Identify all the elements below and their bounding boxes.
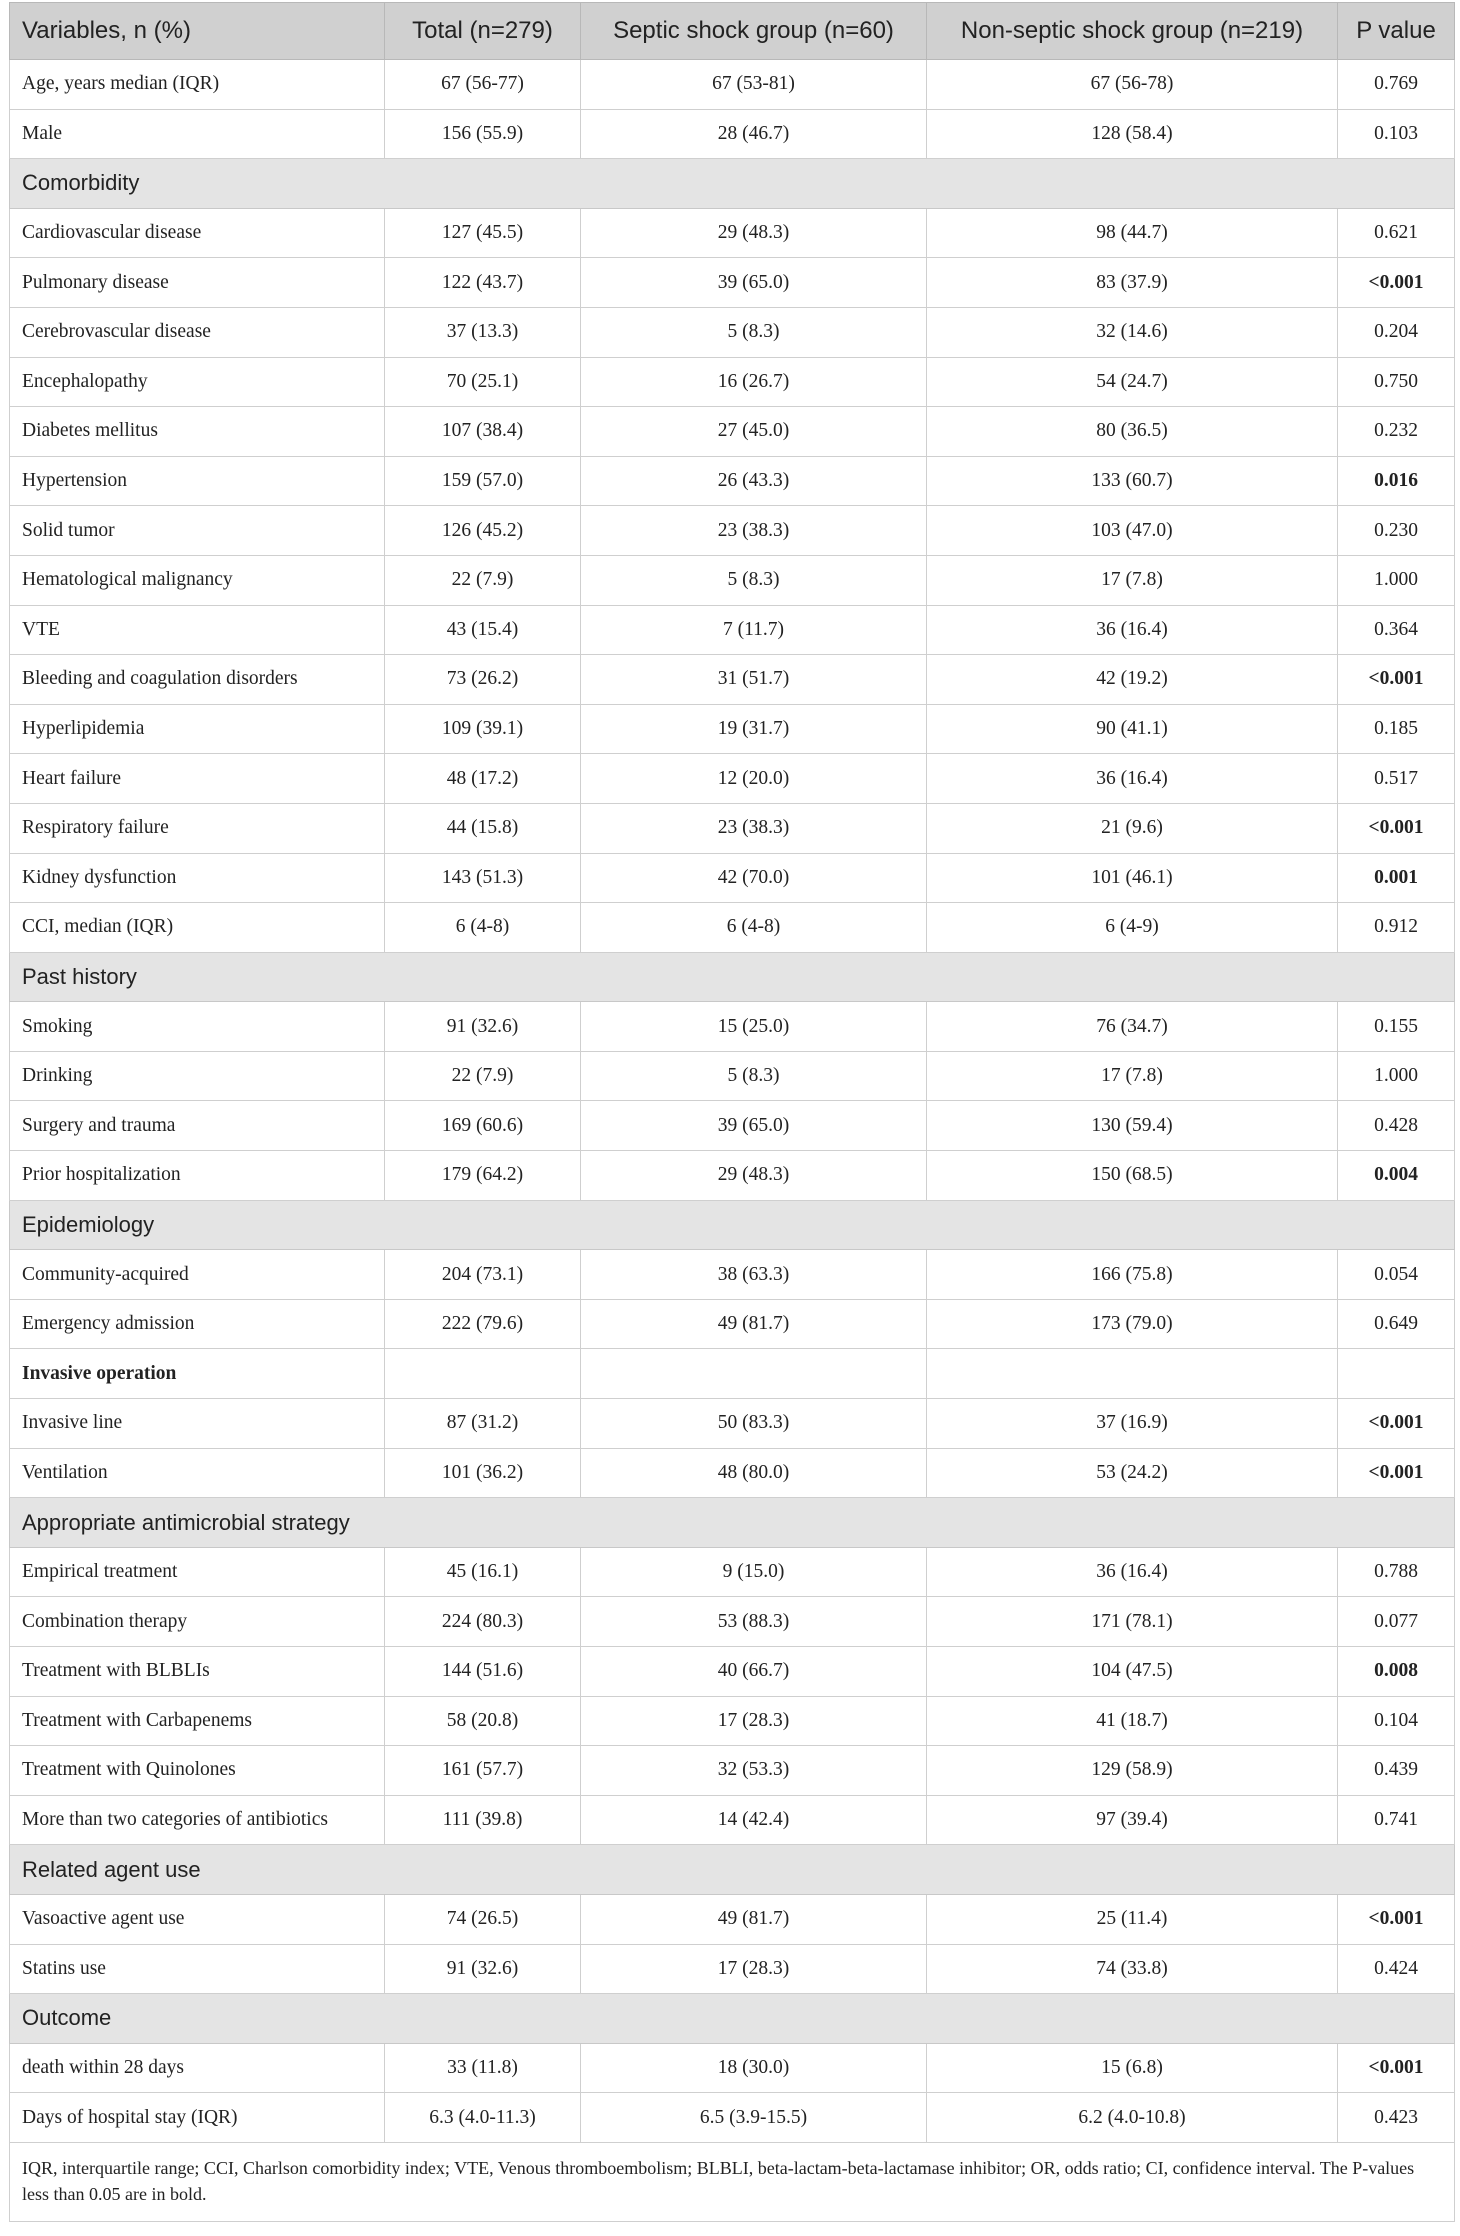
total-cell: 48 (17.2)	[385, 754, 581, 804]
p-value-cell: <0.001	[1338, 1894, 1455, 1944]
p-value-cell: 0.054	[1338, 1250, 1455, 1300]
non-septic-shock-cell: 129 (58.9)	[927, 1746, 1338, 1796]
table-row	[10, 506, 1455, 556]
total-cell: 67 (56-77)	[385, 60, 581, 110]
table-row	[10, 1696, 1455, 1746]
empty-cell	[927, 1349, 1338, 1399]
table-row	[10, 1795, 1455, 1845]
septic-shock-cell: 14 (42.4)	[581, 1795, 927, 1845]
table-row	[10, 1299, 1455, 1349]
p-value-cell: 0.185	[1338, 704, 1455, 754]
table-row	[10, 754, 1455, 804]
header-row	[10, 3, 1455, 60]
septic-shock-cell: 5 (8.3)	[581, 307, 927, 357]
variable-cell: Male	[10, 109, 385, 159]
non-septic-shock-cell: 17 (7.8)	[927, 1051, 1338, 1101]
p-value-cell: 0.423	[1338, 2093, 1455, 2143]
non-septic-shock-cell: 36 (16.4)	[927, 754, 1338, 804]
non-septic-shock-cell: 6 (4-9)	[927, 903, 1338, 953]
p-value-cell: 1.000	[1338, 1051, 1455, 1101]
total-cell: 101 (36.2)	[385, 1448, 581, 1498]
table-row	[10, 803, 1455, 853]
total-cell: 127 (45.5)	[385, 208, 581, 258]
variable-cell: Kidney dysfunction	[10, 853, 385, 903]
p-value-cell: 0.077	[1338, 1597, 1455, 1647]
total-cell: 204 (73.1)	[385, 1250, 581, 1300]
non-septic-shock-cell: 150 (68.5)	[927, 1151, 1338, 1201]
baseline-characteristics-table-container	[9, 2, 1454, 2222]
variable-cell: Treatment with Carbapenems	[10, 1696, 385, 1746]
header-septic-shock: Septic shock group (n=60)	[581, 3, 927, 60]
non-septic-shock-cell: 36 (16.4)	[927, 605, 1338, 655]
table-row	[10, 1151, 1455, 1201]
total-cell: 45 (16.1)	[385, 1547, 581, 1597]
table-body	[10, 60, 1455, 2143]
header-p-value: P value	[1338, 3, 1455, 60]
total-cell: 33 (11.8)	[385, 2043, 581, 2093]
total-cell: 144 (51.6)	[385, 1647, 581, 1697]
table-header	[10, 3, 1455, 60]
variable-cell: Cardiovascular disease	[10, 208, 385, 258]
table-row	[10, 1547, 1455, 1597]
total-cell: 109 (39.1)	[385, 704, 581, 754]
septic-shock-cell: 50 (83.3)	[581, 1399, 927, 1449]
total-cell: 44 (15.8)	[385, 803, 581, 853]
empty-cell	[1338, 1349, 1455, 1399]
p-value-cell: 0.912	[1338, 903, 1455, 953]
table-row	[10, 1250, 1455, 1300]
p-value-cell: 0.621	[1338, 208, 1455, 258]
total-cell: 43 (15.4)	[385, 605, 581, 655]
total-cell: 91 (32.6)	[385, 1002, 581, 1052]
variable-cell: Bleeding and coagulation disorders	[10, 655, 385, 705]
total-cell: 6.3 (4.0-11.3)	[385, 2093, 581, 2143]
non-septic-shock-cell: 53 (24.2)	[927, 1448, 1338, 1498]
septic-shock-cell: 40 (66.7)	[581, 1647, 927, 1697]
table-row	[10, 704, 1455, 754]
p-value-cell: 0.741	[1338, 1795, 1455, 1845]
non-septic-shock-cell: 76 (34.7)	[927, 1002, 1338, 1052]
variable-cell: Treatment with Quinolones	[10, 1746, 385, 1796]
septic-shock-cell: 48 (80.0)	[581, 1448, 927, 1498]
p-value-cell: 0.104	[1338, 1696, 1455, 1746]
septic-shock-cell: 5 (8.3)	[581, 1051, 927, 1101]
total-cell: 222 (79.6)	[385, 1299, 581, 1349]
total-cell: 107 (38.4)	[385, 407, 581, 457]
variable-cell: Hematological malignancy	[10, 555, 385, 605]
p-value-cell: <0.001	[1338, 803, 1455, 853]
septic-shock-cell: 23 (38.3)	[581, 803, 927, 853]
table-row	[10, 903, 1455, 953]
septic-shock-cell: 32 (53.3)	[581, 1746, 927, 1796]
variable-cell: Respiratory failure	[10, 803, 385, 853]
non-septic-shock-cell: 21 (9.6)	[927, 803, 1338, 853]
total-cell: 22 (7.9)	[385, 1051, 581, 1101]
variable-cell: Surgery and trauma	[10, 1101, 385, 1151]
total-cell: 126 (45.2)	[385, 506, 581, 556]
septic-shock-cell: 29 (48.3)	[581, 208, 927, 258]
septic-shock-cell: 16 (26.7)	[581, 357, 927, 407]
p-value-cell: 0.428	[1338, 1101, 1455, 1151]
p-value-cell: 0.004	[1338, 1151, 1455, 1201]
variable-cell: Statins use	[10, 1944, 385, 1994]
variable-cell: CCI, median (IQR)	[10, 903, 385, 953]
variable-cell: Invasive line	[10, 1399, 385, 1449]
septic-shock-cell: 53 (88.3)	[581, 1597, 927, 1647]
total-cell: 91 (32.6)	[385, 1944, 581, 1994]
table-row	[10, 258, 1455, 308]
septic-shock-cell: 15 (25.0)	[581, 1002, 927, 1052]
p-value-cell: <0.001	[1338, 258, 1455, 308]
table-row	[10, 109, 1455, 159]
variable-cell: Prior hospitalization	[10, 1151, 385, 1201]
total-cell: 6 (4-8)	[385, 903, 581, 953]
non-septic-shock-cell: 130 (59.4)	[927, 1101, 1338, 1151]
p-value-cell: 0.649	[1338, 1299, 1455, 1349]
table-row	[10, 1051, 1455, 1101]
table-row	[10, 1746, 1455, 1796]
septic-shock-cell: 39 (65.0)	[581, 1101, 927, 1151]
total-cell: 74 (26.5)	[385, 1894, 581, 1944]
septic-shock-cell: 29 (48.3)	[581, 1151, 927, 1201]
septic-shock-cell: 42 (70.0)	[581, 853, 927, 903]
table-row	[10, 357, 1455, 407]
variable-cell: VTE	[10, 605, 385, 655]
septic-shock-cell: 18 (30.0)	[581, 2043, 927, 2093]
variable-cell: Diabetes mellitus	[10, 407, 385, 457]
variable-cell: Hypertension	[10, 456, 385, 506]
total-cell: 122 (43.7)	[385, 258, 581, 308]
non-septic-shock-cell: 25 (11.4)	[927, 1894, 1338, 1944]
section-label: Outcome	[10, 1994, 1455, 2044]
non-septic-shock-cell: 17 (7.8)	[927, 555, 1338, 605]
table-row	[10, 655, 1455, 705]
p-value-cell: <0.001	[1338, 1399, 1455, 1449]
total-cell: 156 (55.9)	[385, 109, 581, 159]
p-value-cell: <0.001	[1338, 2043, 1455, 2093]
septic-shock-cell: 6.5 (3.9-15.5)	[581, 2093, 927, 2143]
table-row	[10, 208, 1455, 258]
septic-shock-cell: 27 (45.0)	[581, 407, 927, 457]
section-label: Appropriate antimicrobial strategy	[10, 1498, 1455, 1548]
total-cell: 161 (57.7)	[385, 1746, 581, 1796]
section-row	[10, 1200, 1455, 1250]
table-row	[10, 1597, 1455, 1647]
septic-shock-cell: 39 (65.0)	[581, 258, 927, 308]
septic-shock-cell: 31 (51.7)	[581, 655, 927, 705]
non-septic-shock-cell: 42 (19.2)	[927, 655, 1338, 705]
variable-cell: Pulmonary disease	[10, 258, 385, 308]
variable-cell: Combination therapy	[10, 1597, 385, 1647]
variable-cell: Community-acquired	[10, 1250, 385, 1300]
table-footer	[10, 2142, 1455, 2221]
section-label: Comorbidity	[10, 159, 1455, 209]
variable-cell: Encephalopathy	[10, 357, 385, 407]
section-label: Past history	[10, 952, 1455, 1002]
p-value-cell: 1.000	[1338, 555, 1455, 605]
total-cell: 37 (13.3)	[385, 307, 581, 357]
table-row	[10, 605, 1455, 655]
total-cell: 70 (25.1)	[385, 357, 581, 407]
non-septic-shock-cell: 97 (39.4)	[927, 1795, 1338, 1845]
total-cell: 58 (20.8)	[385, 1696, 581, 1746]
non-septic-shock-cell: 80 (36.5)	[927, 407, 1338, 457]
septic-shock-cell: 23 (38.3)	[581, 506, 927, 556]
header-non-septic-shock: Non-septic shock group (n=219)	[927, 3, 1338, 60]
p-value-cell: 0.016	[1338, 456, 1455, 506]
septic-shock-cell: 28 (46.7)	[581, 109, 927, 159]
variable-cell: Heart failure	[10, 754, 385, 804]
section-row	[10, 1994, 1455, 2044]
p-value-cell: 0.364	[1338, 605, 1455, 655]
non-septic-shock-cell: 15 (6.8)	[927, 2043, 1338, 2093]
table-row	[10, 1894, 1455, 1944]
variable-cell: Smoking	[10, 1002, 385, 1052]
footnote-row	[10, 2142, 1455, 2221]
non-septic-shock-cell: 32 (14.6)	[927, 307, 1338, 357]
non-septic-shock-cell: 67 (56-78)	[927, 60, 1338, 110]
p-value-cell: 0.103	[1338, 109, 1455, 159]
empty-cell	[385, 1349, 581, 1399]
variable-cell: More than two categories of antibiotics	[10, 1795, 385, 1845]
section-row	[10, 952, 1455, 1002]
non-septic-shock-cell: 103 (47.0)	[927, 506, 1338, 556]
p-value-cell: 0.008	[1338, 1647, 1455, 1697]
septic-shock-cell: 7 (11.7)	[581, 605, 927, 655]
table-row	[10, 2043, 1455, 2093]
septic-shock-cell: 38 (63.3)	[581, 1250, 927, 1300]
total-cell: 111 (39.8)	[385, 1795, 581, 1845]
non-septic-shock-cell: 104 (47.5)	[927, 1647, 1338, 1697]
section-row	[10, 159, 1455, 209]
non-septic-shock-cell: 74 (33.8)	[927, 1944, 1338, 1994]
non-septic-shock-cell: 41 (18.7)	[927, 1696, 1338, 1746]
non-septic-shock-cell: 171 (78.1)	[927, 1597, 1338, 1647]
variable-cell: Hyperlipidemia	[10, 704, 385, 754]
p-value-cell: 0.424	[1338, 1944, 1455, 1994]
p-value-cell: 0.204	[1338, 307, 1455, 357]
septic-shock-cell: 49 (81.7)	[581, 1299, 927, 1349]
table-row	[10, 1647, 1455, 1697]
non-septic-shock-cell: 166 (75.8)	[927, 1250, 1338, 1300]
non-septic-shock-cell: 83 (37.9)	[927, 258, 1338, 308]
variable-cell: Vasoactive agent use	[10, 1894, 385, 1944]
table-row	[10, 1448, 1455, 1498]
baseline-characteristics-table	[9, 2, 1455, 2222]
non-septic-shock-cell: 128 (58.4)	[927, 109, 1338, 159]
variable-cell: Age, years median (IQR)	[10, 60, 385, 110]
table-row	[10, 555, 1455, 605]
total-cell: 179 (64.2)	[385, 1151, 581, 1201]
non-septic-shock-cell: 37 (16.9)	[927, 1399, 1338, 1449]
table-row	[10, 1399, 1455, 1449]
variable-cell: Drinking	[10, 1051, 385, 1101]
septic-shock-cell: 17 (28.3)	[581, 1944, 927, 1994]
variable-cell: Empirical treatment	[10, 1547, 385, 1597]
table-row	[10, 307, 1455, 357]
p-value-cell: <0.001	[1338, 1448, 1455, 1498]
non-septic-shock-cell: 98 (44.7)	[927, 208, 1338, 258]
section-row	[10, 1845, 1455, 1895]
total-cell: 143 (51.3)	[385, 853, 581, 903]
total-cell: 169 (60.6)	[385, 1101, 581, 1151]
non-septic-shock-cell: 36 (16.4)	[927, 1547, 1338, 1597]
section-label: Related agent use	[10, 1845, 1455, 1895]
table-row	[10, 60, 1455, 110]
variable-cell: Treatment with BLBLIs	[10, 1647, 385, 1697]
non-septic-shock-cell: 90 (41.1)	[927, 704, 1338, 754]
p-value-cell: 0.439	[1338, 1746, 1455, 1796]
p-value-cell: 0.750	[1338, 357, 1455, 407]
total-cell: 73 (26.2)	[385, 655, 581, 705]
table-row	[10, 1101, 1455, 1151]
non-septic-shock-cell: 173 (79.0)	[927, 1299, 1338, 1349]
septic-shock-cell: 9 (15.0)	[581, 1547, 927, 1597]
p-value-cell: 0.232	[1338, 407, 1455, 457]
variable-cell: Ventilation	[10, 1448, 385, 1498]
septic-shock-cell: 26 (43.3)	[581, 456, 927, 506]
septic-shock-cell: 19 (31.7)	[581, 704, 927, 754]
variable-cell: death within 28 days	[10, 2043, 385, 2093]
p-value-cell: 0.155	[1338, 1002, 1455, 1052]
septic-shock-cell: 12 (20.0)	[581, 754, 927, 804]
subheader-row	[10, 1349, 1455, 1399]
section-label: Epidemiology	[10, 1200, 1455, 1250]
non-septic-shock-cell: 133 (60.7)	[927, 456, 1338, 506]
septic-shock-cell: 49 (81.7)	[581, 1894, 927, 1944]
table-row	[10, 1002, 1455, 1052]
footnote: IQR, interquartile range; CCI, Charlson comorbidity index; VTE, Venous thromboembolism; BLBLI, beta-lactam-beta-lactamase inhibitor; OR, odds ratio; CI, confidence interval. The P-values less than 0.05 are in bold.	[10, 2142, 1455, 2221]
septic-shock-cell: 6 (4-8)	[581, 903, 927, 953]
p-value-cell: 0.769	[1338, 60, 1455, 110]
table-row	[10, 853, 1455, 903]
variable-cell: Emergency admission	[10, 1299, 385, 1349]
septic-shock-cell: 5 (8.3)	[581, 555, 927, 605]
variable-cell: Cerebrovascular disease	[10, 307, 385, 357]
empty-cell	[581, 1349, 927, 1399]
p-value-cell: <0.001	[1338, 655, 1455, 705]
total-cell: 87 (31.2)	[385, 1399, 581, 1449]
table-row	[10, 2093, 1455, 2143]
table-row	[10, 407, 1455, 457]
total-cell: 159 (57.0)	[385, 456, 581, 506]
p-value-cell: 0.788	[1338, 1547, 1455, 1597]
variable-cell: Solid tumor	[10, 506, 385, 556]
variable-cell: Days of hospital stay (IQR)	[10, 2093, 385, 2143]
table-row	[10, 1944, 1455, 1994]
p-value-cell: 0.517	[1338, 754, 1455, 804]
non-septic-shock-cell: 101 (46.1)	[927, 853, 1338, 903]
p-value-cell: 0.230	[1338, 506, 1455, 556]
p-value-cell: 0.001	[1338, 853, 1455, 903]
header-variables: Variables, n (%)	[10, 3, 385, 60]
septic-shock-cell: 17 (28.3)	[581, 1696, 927, 1746]
septic-shock-cell: 67 (53-81)	[581, 60, 927, 110]
section-row	[10, 1498, 1455, 1548]
non-septic-shock-cell: 54 (24.7)	[927, 357, 1338, 407]
total-cell: 224 (80.3)	[385, 1597, 581, 1647]
table-row	[10, 456, 1455, 506]
non-septic-shock-cell: 6.2 (4.0-10.8)	[927, 2093, 1338, 2143]
header-total: Total (n=279)	[385, 3, 581, 60]
total-cell: 22 (7.9)	[385, 555, 581, 605]
subheader-label: Invasive operation	[10, 1349, 385, 1399]
